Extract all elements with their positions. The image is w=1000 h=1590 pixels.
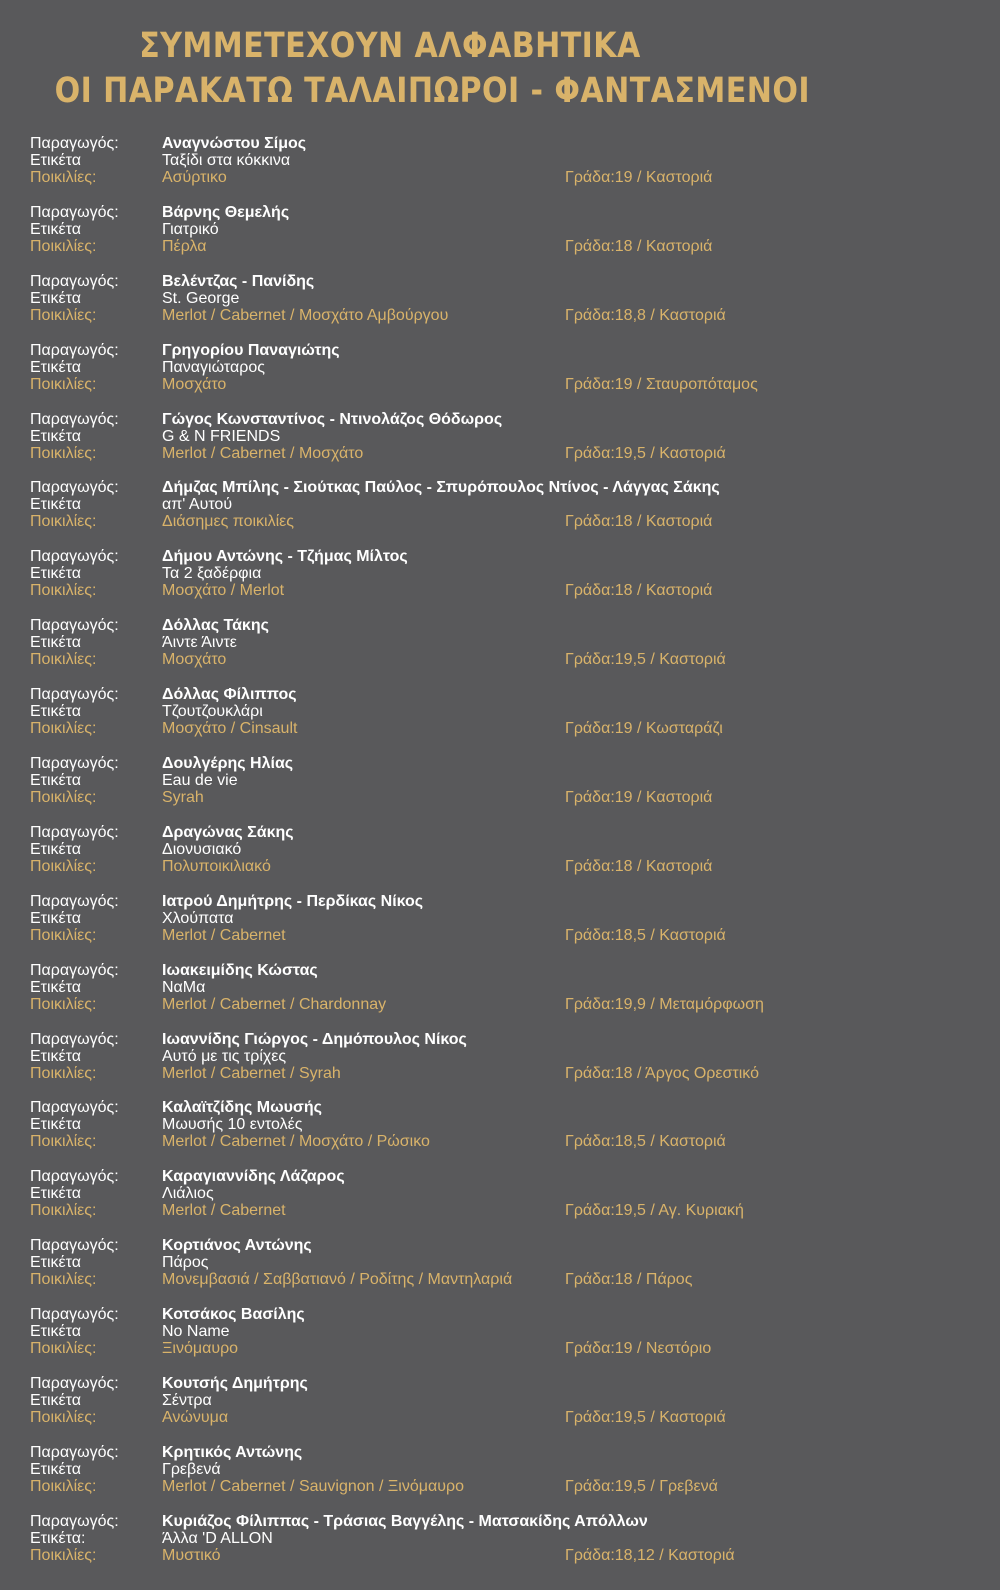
grade-location: Γράδα:18 / Καστοριά xyxy=(565,857,713,875)
varieties-caption: Ποικιλίες: xyxy=(30,1133,97,1151)
title-line-1: ΣΥΜΜΕΤΕΧΟΥΝ ΑΛΦΑΒΗΤΙΚΑ xyxy=(139,26,641,66)
grape-varieties: Syrah xyxy=(162,789,204,807)
wine-label: Γρεβενά xyxy=(162,1460,221,1478)
list-item xyxy=(30,271,970,340)
wine-label: Γιατρικό xyxy=(162,220,219,238)
wine-label: St. George xyxy=(162,289,240,307)
list-item xyxy=(30,477,970,546)
grade-location: Γράδα:19 / Κωσταράζι xyxy=(565,720,723,738)
list-item xyxy=(30,1304,970,1373)
grape-varieties: Μοσχάτο xyxy=(162,651,227,669)
producer-name: Κουτσής Δημήτρης xyxy=(162,1375,308,1393)
varieties-caption: Ποικιλίες: xyxy=(30,857,97,875)
label-caption: Ετικέτα xyxy=(30,1185,82,1203)
producer-caption: Παραγωγός: xyxy=(30,203,119,221)
wine-label: No Name xyxy=(162,1323,230,1341)
label-caption: Ετικέτα xyxy=(30,703,82,721)
wine-label: Χλούπατα xyxy=(162,909,234,927)
varieties-caption: Ποικιλίες: xyxy=(30,1546,97,1564)
wine-label: Μωυσής 10 εντολές xyxy=(162,1116,303,1134)
producer-caption: Παραγωγός: xyxy=(30,135,119,152)
label-caption: Ετικέτα xyxy=(30,1047,82,1065)
grape-varieties: Πολυποικιλιακό xyxy=(162,857,271,875)
producer-caption: Παραγωγός: xyxy=(30,1030,119,1048)
producer-caption: Παραγωγός: xyxy=(30,410,119,428)
producer-caption: Παραγωγός: xyxy=(30,617,119,635)
grape-varieties: Merlot / Cabernet / Chardonnay xyxy=(162,995,387,1013)
producer-caption: Παραγωγός: xyxy=(30,1512,119,1530)
grade-location: Γράδα:19,5 / Γρεβενά xyxy=(565,1477,718,1495)
grade-location: Γράδα:18 / Άργος Ορεστικό xyxy=(565,1064,759,1082)
label-caption: Ετικέτα xyxy=(30,427,82,445)
producer-name: Βάρνης Θεμελής xyxy=(162,203,290,221)
wine-label: Eau de vie xyxy=(162,772,238,790)
list-item xyxy=(30,1235,970,1304)
varieties-caption: Ποικιλίες: xyxy=(30,720,97,738)
list-item xyxy=(30,1166,970,1235)
producer-caption: Παραγωγός: xyxy=(30,1375,119,1393)
label-caption: Ετικέτα xyxy=(30,840,82,858)
grape-varieties: Merlot / Cabernet / Μοσχάτο / Ρώσικο xyxy=(162,1133,430,1151)
grade-location: Γράδα:19 / Νεστόριο xyxy=(565,1340,712,1358)
grape-varieties: Ξινόμαυρο xyxy=(162,1340,239,1358)
producer-name: Ιωακειμίδης Κώστας xyxy=(162,961,318,979)
varieties-caption: Ποικιλίες: xyxy=(30,1409,97,1427)
grade-location: Γράδα:18,5 / Καστοριά xyxy=(565,926,726,944)
label-caption: Ετικέτα xyxy=(30,1460,82,1478)
varieties-caption: Ποικιλίες: xyxy=(30,1340,97,1358)
list-item xyxy=(30,615,970,684)
grape-varieties: Ανώνυμα xyxy=(162,1409,229,1427)
producer-list xyxy=(30,133,970,1580)
label-caption: Ετικέτα xyxy=(30,220,82,238)
list-item xyxy=(30,1029,970,1098)
list-item xyxy=(30,340,970,409)
grade-location: Γράδα:18 / Καστοριά xyxy=(565,237,713,255)
label-caption: Ετικέτα xyxy=(30,1392,82,1410)
producer-name: Κρητικός Αντώνης xyxy=(162,1443,303,1461)
label-caption: Ετικέτα xyxy=(30,1116,82,1134)
producer-caption: Παραγωγός: xyxy=(30,1306,119,1324)
grape-varieties: Διάσημες ποικιλίες xyxy=(162,513,294,531)
grape-varieties: Merlot / Cabernet / Μοσχάτο Αμβούργου xyxy=(162,306,449,324)
label-caption: Ετικέτα xyxy=(30,909,82,927)
grade-location: Γράδα:18,12 / Καστοριά xyxy=(565,1546,735,1564)
grape-varieties: Merlot / Cabernet / Sauvignon / Ξινόμαυρο xyxy=(162,1477,464,1495)
label-caption: Ετικέτα xyxy=(30,772,82,790)
label-caption: Ετικέτα xyxy=(30,978,82,996)
grape-varieties: Merlot / Cabernet / Μοσχάτο xyxy=(162,444,364,462)
producer-caption: Παραγωγός: xyxy=(30,548,119,566)
wine-label: Αυτό με τις τρίχες xyxy=(162,1047,287,1065)
list-item xyxy=(30,1373,970,1442)
list-item xyxy=(30,822,970,891)
producer-caption: Παραγωγός: xyxy=(30,1099,119,1117)
label-caption: Ετικέτα xyxy=(30,565,82,583)
grade-location: Γράδα:18 / Καστοριά xyxy=(565,513,713,531)
producer-name: Κοτσάκος Βασίλης xyxy=(162,1306,305,1324)
producer-caption: Παραγωγός: xyxy=(30,341,119,359)
producer-name: Αναγνώστου Σίμος xyxy=(162,135,307,152)
list-item xyxy=(30,1097,970,1166)
label-caption: Ετικέτα xyxy=(30,634,82,652)
grape-varieties: Μυστικό xyxy=(162,1546,221,1564)
wine-label: Σέντρα xyxy=(162,1392,212,1410)
grade-location: Γράδα:18,8 / Καστοριά xyxy=(565,306,726,324)
wine-label: Παναγιώταρος xyxy=(162,358,265,376)
list-item xyxy=(30,1511,970,1580)
producer-caption: Παραγωγός: xyxy=(30,892,119,910)
wine-label: Άιντε Άιντε xyxy=(162,634,237,652)
producer-name: Καλαϊτζίδης Μωυσής xyxy=(162,1099,322,1117)
list-item xyxy=(30,753,970,822)
list-item xyxy=(30,684,970,753)
wine-label: ΝαΜα xyxy=(162,978,206,996)
producer-name: Δόλλας Τάκης xyxy=(162,617,269,635)
varieties-caption: Ποικιλίες: xyxy=(30,306,97,324)
varieties-caption: Ποικιλίες: xyxy=(30,582,97,600)
list-item xyxy=(30,133,970,202)
grape-varieties: Merlot / Cabernet xyxy=(162,926,286,944)
label-caption: Ετικέτα xyxy=(30,496,82,514)
producer-name: Ιατρού Δημήτρης - Περδίκας Νίκος xyxy=(162,892,424,910)
grape-varieties: Μονεμβασιά / Σαββατιανό / Ροδίτης / Μαντηλαριά xyxy=(162,1271,513,1289)
producer-name: Γώγος Κωνσταντίνος - Ντινολάζος Θόδωρος xyxy=(162,410,503,428)
grade-location: Γράδα:19 / Σταυροπόταμος xyxy=(565,375,758,393)
wine-label: Άλλα 'D ALLON xyxy=(162,1529,273,1547)
varieties-caption: Ποικιλίες: xyxy=(30,1477,97,1495)
wine-label: απ' Αυτού xyxy=(162,496,233,514)
label-caption: Ετικέτα xyxy=(30,1254,82,1272)
grade-location: Γράδα:19,5 / Καστοριά xyxy=(565,444,726,462)
producer-name: Καραγιαννίδης Λάζαρος xyxy=(162,1168,345,1186)
grade-location: Γράδα:18 / Πάρος xyxy=(565,1271,693,1289)
grade-location: Γράδα:19,5 / Καστοριά xyxy=(565,1409,726,1427)
varieties-caption: Ποικιλίες: xyxy=(30,1064,97,1082)
grape-varieties: Μοσχάτο xyxy=(162,375,227,393)
page-title xyxy=(54,24,811,114)
varieties-caption: Ποικιλίες: xyxy=(30,651,97,669)
list-item xyxy=(30,409,970,478)
label-caption: Ετικέτα: xyxy=(30,1529,86,1547)
list-item xyxy=(30,891,970,960)
producer-name: Δραγώνας Σάκης xyxy=(162,823,294,841)
producer-name: Γρηγορίου Παναγιώτης xyxy=(162,341,340,359)
producer-caption: Παραγωγός: xyxy=(30,1168,119,1186)
producer-name: Ιωαννίδης Γιώργος - Δημόπουλος Νίκος xyxy=(162,1030,467,1048)
varieties-caption: Ποικιλίες: xyxy=(30,1271,97,1289)
producer-caption: Παραγωγός: xyxy=(30,823,119,841)
wine-label: Διονυσιακό xyxy=(162,840,242,858)
grape-varieties: Ασύρτικο xyxy=(162,169,227,186)
varieties-caption: Ποικιλίες: xyxy=(30,513,97,531)
varieties-caption: Ποικιλίες: xyxy=(30,444,97,462)
list-item xyxy=(30,960,970,1029)
producer-name: Κορτιάνος Αντώνης xyxy=(162,1237,312,1255)
producer-caption: Παραγωγός: xyxy=(30,961,119,979)
grape-varieties: Μοσχάτο / Merlot xyxy=(162,582,285,600)
producer-name: Δουλγέρης Ηλίας xyxy=(162,755,294,773)
wine-label: Τζουτζουκλάρι xyxy=(162,703,263,721)
varieties-caption: Ποικιλίες: xyxy=(30,926,97,944)
wine-label: G & N FRIENDS xyxy=(162,427,281,445)
producer-name: Κυριάζος Φίλιππας - Τράσιας Βαγγέλης - Ματσακίδης Απόλλων xyxy=(162,1512,648,1530)
producer-caption: Παραγωγός: xyxy=(30,686,119,704)
grape-varieties: Merlot / Cabernet xyxy=(162,1202,286,1220)
producer-caption: Παραγωγός: xyxy=(30,1443,119,1461)
producer-caption: Παραγωγός: xyxy=(30,272,119,290)
varieties-caption: Ποικιλίες: xyxy=(30,375,97,393)
grade-location: Γράδα:18 / Καστοριά xyxy=(565,582,713,600)
list-item xyxy=(30,546,970,615)
list-item xyxy=(30,1442,970,1511)
wine-label: Ταξίδι στα κόκκινα xyxy=(162,152,291,169)
grape-varieties: Μοσχάτο / Cinsault xyxy=(162,720,298,738)
wine-label: Λιάλιος xyxy=(162,1185,214,1203)
grade-location: Γράδα:18,5 / Καστοριά xyxy=(565,1133,726,1151)
wine-label: Πάρος xyxy=(162,1254,209,1272)
varieties-caption: Ποικιλίες: xyxy=(30,789,97,807)
grade-location: Γράδα:19,5 / Αγ. Κυριακή xyxy=(565,1202,744,1220)
producer-caption: Παραγωγός: xyxy=(30,755,119,773)
producer-name: Βελέντζας - Πανίδης xyxy=(162,272,315,290)
varieties-caption: Ποικιλίες: xyxy=(30,169,97,186)
label-caption: Ετικέτα xyxy=(30,1323,82,1341)
label-caption: Ετικέτα xyxy=(30,289,82,307)
label-caption: Ετικέτα xyxy=(30,152,82,169)
producer-name: Δήμζας Μπίλης - Σιούτκας Παύλος - Σπυρόπουλος Ντίνος - Λάγγας Σάκης xyxy=(162,479,720,497)
producer-name: Δόλλας Φίλιππος xyxy=(162,686,297,704)
grade-location: Γράδα:19 / Καστοριά xyxy=(565,169,713,186)
producer-caption: Παραγωγός: xyxy=(30,479,119,497)
varieties-caption: Ποικιλίες: xyxy=(30,237,97,255)
title-line-2: ΟΙ ΠΑΡΑΚΑΤΩ ΤΑΛΑΙΠΩΡΟΙ - ΦΑΝΤΑΣΜΕΝΟΙ xyxy=(54,71,811,111)
grade-location: Γράδα:19,5 / Καστοριά xyxy=(565,651,726,669)
varieties-caption: Ποικιλίες: xyxy=(30,1202,97,1220)
grape-varieties: Merlot / Cabernet / Syrah xyxy=(162,1064,341,1082)
label-caption: Ετικέτα xyxy=(30,358,82,376)
producer-name: Δήμου Αντώνης - Τζήμας Μίλτος xyxy=(162,548,408,566)
wine-label: Τα 2 ξαδέρφια xyxy=(162,565,262,583)
producer-caption: Παραγωγός: xyxy=(30,1237,119,1255)
grade-location: Γράδα:19,9 / Μεταμόρφωση xyxy=(565,995,764,1013)
grade-location: Γράδα:19 / Καστοριά xyxy=(565,789,713,807)
varieties-caption: Ποικιλίες: xyxy=(30,995,97,1013)
grape-varieties: Πέρλα xyxy=(162,237,207,255)
list-item xyxy=(30,202,970,271)
